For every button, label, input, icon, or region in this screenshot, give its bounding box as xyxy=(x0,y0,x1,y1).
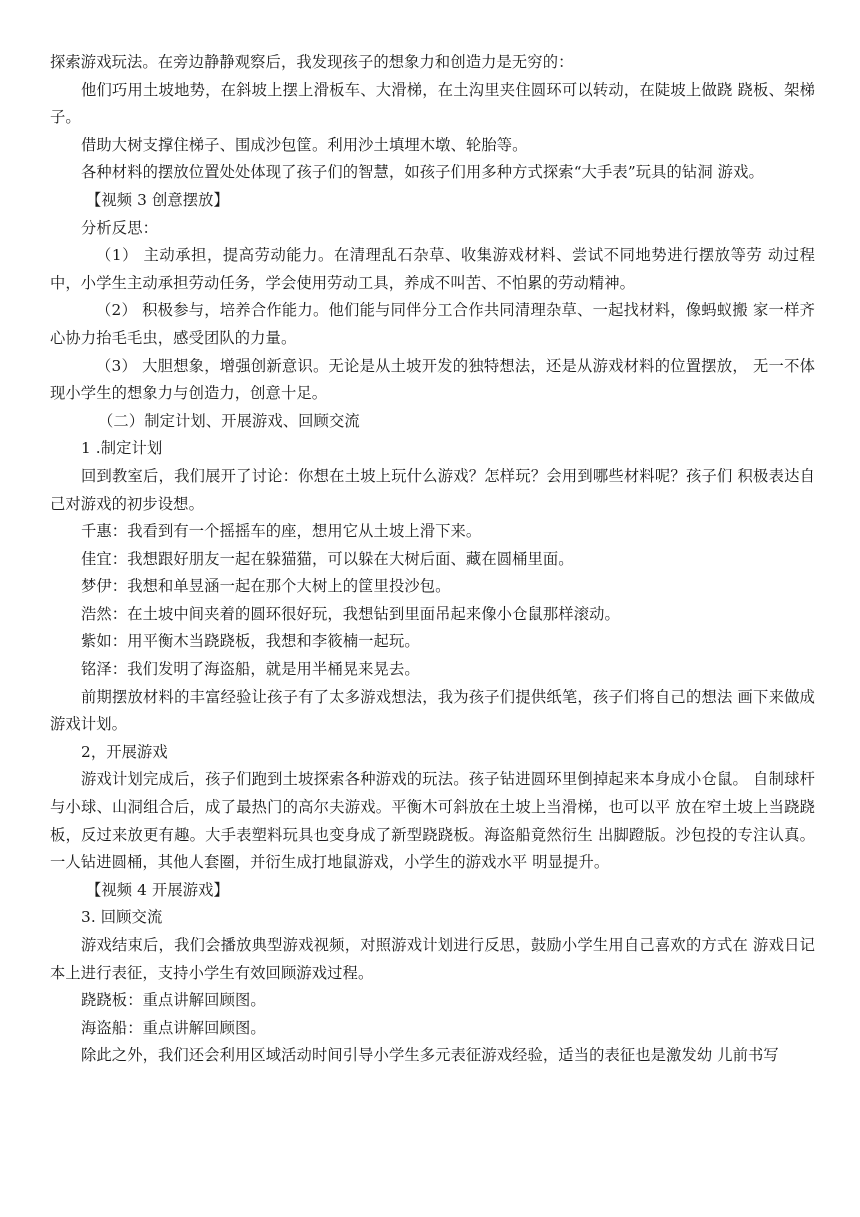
video-caption-4: 【视频 4 开展游戏】 xyxy=(86,880,229,899)
document-page xyxy=(50,0,815,1070)
quote-haoran: 浩然：在土坡中间夹着的圆环很好玩，我想钻到里面吊起来像小仓鼠那样滚动。 xyxy=(81,604,620,623)
paragraph-classroom-discussion: 回到教室后，我们展开了讨论：你想在土坡上玩什么游戏？怎样玩？会用到哪些材料呢？孩子们 积极表达自己对游戏的初步设想。 xyxy=(50,466,815,513)
section-heading-2: （二）制定计划、开展游戏、回顾交流 xyxy=(98,411,360,430)
reflection-item-2: （2） 积极参与，培养合作能力。他们能与同伴分工合作共同清理杂草、一起找材料，像蚂蚁搬 家一样齐心协力抬毛毛虫，感受团队的力量。 xyxy=(50,301,815,347)
paragraph-game-plan: 前期摆放材料的丰富经验让孩子有了太多游戏想法，我为孩子们提供纸笔，孩子们将自己的想法 画下来做成游戏计划。 xyxy=(50,687,815,734)
paragraph-slope-terrain: 他们巧用土坡地势，在斜坡上摆上滑板车、大滑梯，在土沟里夹住圆环可以转动，在陡坡上做跷 跷板、架梯子。 xyxy=(50,80,815,127)
reflection-item-3: （3） 大胆想象，增强创新意识。无论是从土坡开发的独特想法，还是从游戏材料的位置摆放， 无一不体现小学生的想象力与创造力，创意十足。 xyxy=(50,356,815,403)
paragraph-tree-support: 借助大树支撑住梯子、围成沙包筐。利用沙土填埋木墩、轮胎等。 xyxy=(81,135,528,154)
reflection-item-1: （1） 主动承担，提高劳动能力。在清理乱石杂草、收集游戏材料、尝试不同地势进行摆放等劳 动过程中，小学生主动承担劳动任务，学会使用劳动工具，养成不叫苦、不怕累的劳动精神。 xyxy=(50,246,815,292)
review-seesaw: 跷跷板：重点讲解回顾图。 xyxy=(81,991,266,1010)
video-caption-3: 【视频 3 创意摆放】 xyxy=(86,190,229,209)
quote-ziru: 紫如：用平衡木当跷跷板，我想和李筱楠一起玩。 xyxy=(81,632,420,651)
paragraph-intro-continuation: 探索游戏玩法。在旁边静静观察后，我发现孩子的想象力和创造力是无穷的： xyxy=(50,53,574,71)
paragraph-review-process: 游戏结束后，我们会播放典型游戏视频，对照游戏计划进行反思，鼓励小学生用自己喜欢的方式在 游戏日记本上进行表征，支持小学生有效回顾游戏过程。 xyxy=(50,936,815,982)
quote-mingze: 铭泽：我们发明了海盗船，就是用半桶晃来晃去。 xyxy=(81,660,420,679)
paragraph-game-exploration: 游戏计划完成后，孩子们跑到土坡探索各种游戏的玩法。孩子钻进圆环里倒掉起来本身成小仓鼠。 自制球杆与小球、山洞组合后，成了最热门的高尔夫游戏。平衡木可斜放在土坡上当滑梯，也可以平 放在窄土坡上当跷跷板，反过来放更有趣。大手表塑料玩具也变身成了新型跷跷板。海盗船竟然衍生 出脚蹬版。沙包投的专注认真。一人钻进圆桶，其他人套圈，并衍生成打地鼠游戏，小学生的游戏水平 明显提升。 xyxy=(50,770,815,872)
subheading-review: 3. 回顾交流 xyxy=(81,908,163,927)
paragraph-regional-activity: 除此之外，我们还会利用区域活动时间引导小学生多元表征游戏经验，适当的表征也是激发幼 儿前书写 xyxy=(81,1046,779,1065)
quote-qianhui: 千惠：我看到有一个摇摇车的座，想用它从土坡上滑下来。 xyxy=(81,522,482,541)
subheading-make-plan: 1 .制定计划 xyxy=(81,439,163,458)
subheading-play-games: 2，开展游戏 xyxy=(81,742,168,761)
quote-jiayi: 佳宜：我想跟好朋友一起在躲猫猫，可以躲在大树后面、藏在圆桶里面。 xyxy=(81,549,574,568)
heading-analysis-reflection: 分析反思： xyxy=(81,218,158,237)
review-pirate-ship: 海盗船：重点讲解回顾图。 xyxy=(81,1018,266,1037)
quote-mengyi: 梦伊：我想和单昱涵一起在那个大树上的筐里投沙包。 xyxy=(81,577,451,596)
paragraph-material-placement: 各种材料的摆放位置处处体现了孩子们的智慧，如孩子们用多种方式探索“大手表”玩具的钻洞 游戏。 xyxy=(81,163,764,182)
